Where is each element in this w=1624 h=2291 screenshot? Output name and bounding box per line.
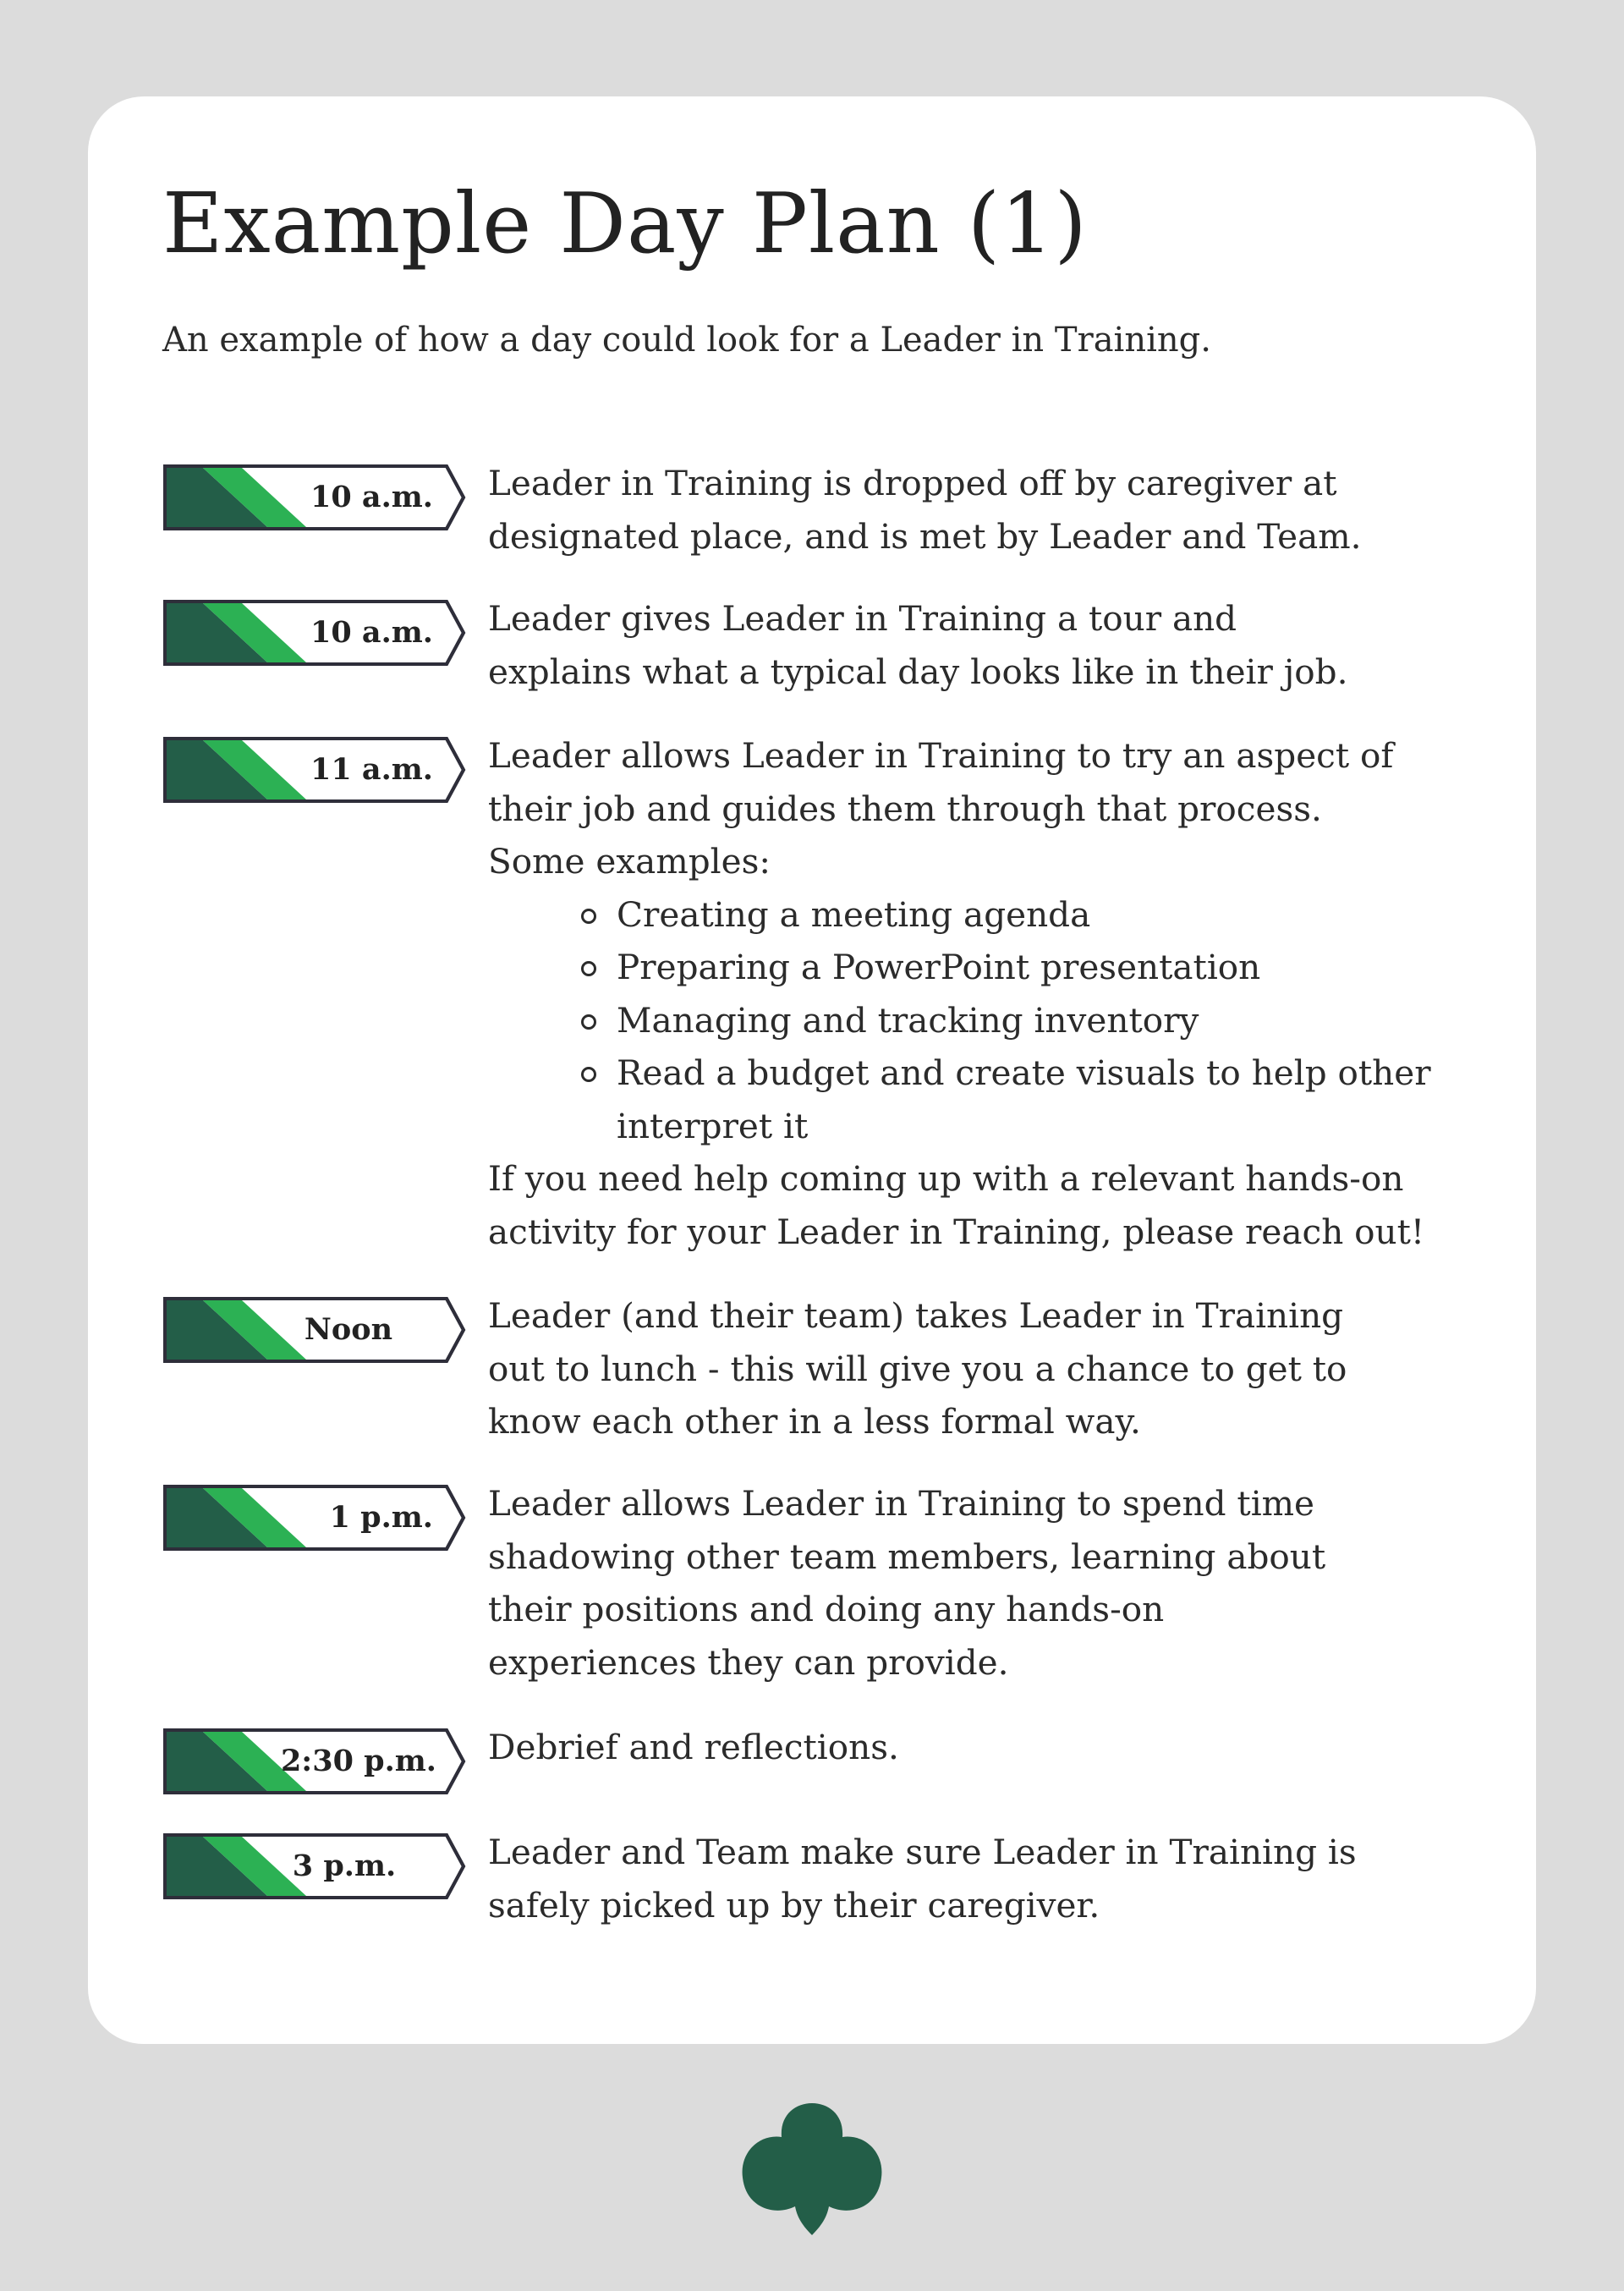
list-item-text: Creating a meeting agenda <box>617 893 1091 935</box>
description-line: their job and guides them through that process. <box>488 788 1322 829</box>
description-line: Leader (and their team) takes Leader in Training <box>488 1295 1344 1336</box>
circle-bullet-icon <box>581 1067 596 1082</box>
description-line: know each other in a less formal way. <box>488 1401 1141 1442</box>
description-line: out to lunch - this will give you a chance to get to <box>488 1348 1347 1389</box>
examples-list <box>488 888 1452 1153</box>
list-item <box>617 888 1452 942</box>
entry-description <box>488 1721 1452 1774</box>
description-line: Leader allows Leader in Training to spend time <box>488 1483 1315 1524</box>
circle-bullet-icon <box>581 909 596 924</box>
description-line: experiences they can provide. <box>488 1641 1009 1683</box>
time-label: 3 p.m. <box>292 1849 397 1883</box>
time-label: 10 a.m. <box>310 615 433 650</box>
time-tag <box>162 1832 467 1900</box>
list-item <box>617 941 1452 994</box>
list-item-text: Preparing a PowerPoint presentation <box>617 947 1261 987</box>
description-line: Leader allows Leader in Training to try an aspect of <box>488 735 1394 776</box>
page-subtitle: An example of how a day could look for a Leader in Training. <box>162 321 1211 360</box>
entry-description <box>488 1826 1452 1931</box>
list-item <box>617 1047 1452 1152</box>
time-tag <box>162 736 467 804</box>
time-label: 1 p.m. <box>329 1500 433 1535</box>
closing-line: activity for your Leader in Training, please reach out! <box>488 1211 1425 1252</box>
entry-description <box>488 457 1452 563</box>
entry-description <box>488 1477 1452 1689</box>
time-label: 10 a.m. <box>310 480 433 514</box>
description-line: Leader gives Leader in Training a tour and <box>488 598 1237 639</box>
list-item <box>617 994 1452 1047</box>
time-tag <box>162 1296 467 1364</box>
content-card <box>88 96 1536 2044</box>
list-item-text: Read a budget and create visuals to help other interpret it <box>617 1052 1431 1146</box>
time-tag <box>162 1728 467 1795</box>
description-line: Leader in Training is dropped off by caregiver at <box>488 463 1337 503</box>
time-tag <box>162 1484 467 1552</box>
list-item-text: Managing and tracking inventory <box>617 999 1199 1041</box>
entry-description <box>488 729 1452 1258</box>
time-tag <box>162 599 467 667</box>
time-tag <box>162 464 467 531</box>
entry-description <box>488 592 1452 698</box>
description-line: designated place, and is met by Leader and Team. <box>488 515 1362 557</box>
description-line: Debrief and reflections. <box>488 1727 899 1767</box>
page-title: Example Day Plan (1) <box>162 176 1088 272</box>
description-line: Leader and Team make sure Leader in Training is <box>488 1832 1357 1872</box>
time-label: 2:30 p.m. <box>280 1744 436 1778</box>
description-line: explains what a typical day looks like in their job. <box>488 651 1348 692</box>
description-line: safely picked up by their caregiver. <box>488 1884 1100 1926</box>
circle-bullet-icon <box>581 1014 596 1030</box>
examples-label: Some examples: <box>488 841 771 882</box>
entry-description <box>488 1289 1452 1448</box>
closing-line: If you need help coming up with a relevant hands-on <box>488 1158 1404 1199</box>
description-line: their positions and doing any hands-on <box>488 1589 1165 1629</box>
time-label: Noon <box>304 1312 393 1347</box>
trefoil-icon <box>741 2103 883 2235</box>
time-label: 11 a.m. <box>310 752 433 787</box>
description-line: shadowing other team members, learning about <box>488 1536 1326 1577</box>
circle-bullet-icon <box>581 961 596 976</box>
